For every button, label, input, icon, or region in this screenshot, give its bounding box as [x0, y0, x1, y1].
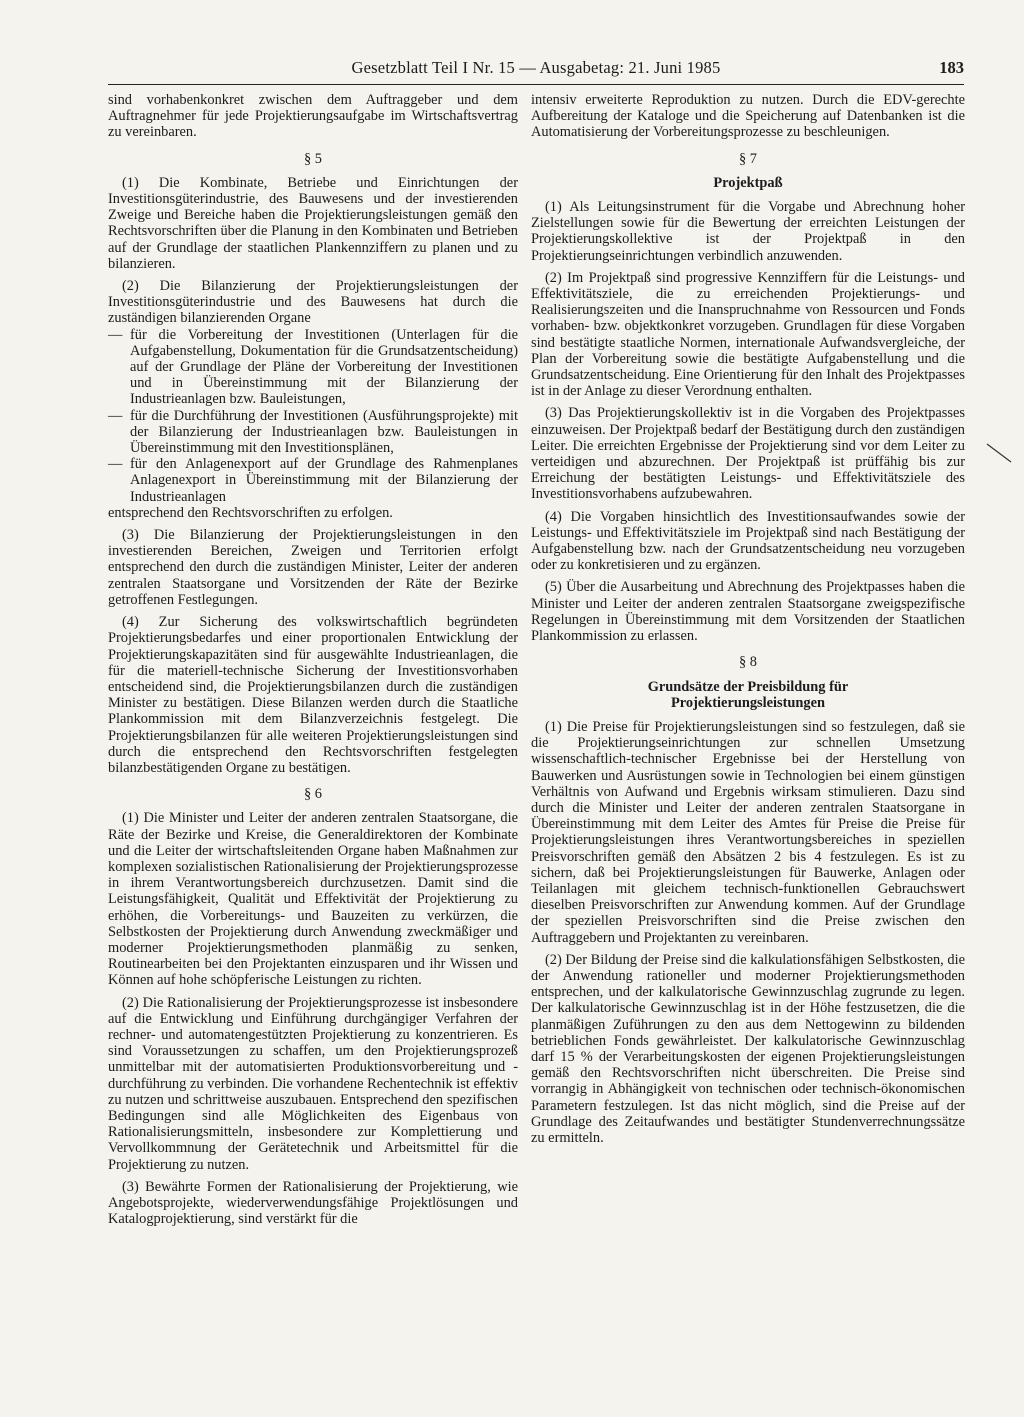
- list-item: — für den Anlagenexport auf der Grundlage des Rahmenplanes Anlagenexport in Übereinstimmung mit der Bilanzierung der Industrieanlagen: [108, 456, 518, 505]
- section-heading: § 5: [304, 150, 322, 167]
- section-title: Projektpaß: [713, 174, 783, 191]
- paragraph: (1) Die Kombinate, Betriebe und Einrichtungen der Investitionsgüterindustrie, des Bauwesens und der investierenden Zweige und Bereiche haben die Projektierungsleistungen gemäß den Rechtsvorschriften über die Planung in den Kombinaten und Betrieben auf der Grundlage der staatlichen Plankennziffern zu planen und zu bilanzieren.: [108, 174, 518, 272]
- page-number: 183: [939, 58, 964, 77]
- gazette-title: Gesetzblatt Teil I Nr. 15 — Ausgabetag: 21. Juni 1985: [351, 58, 721, 77]
- paragraph: intensiv erweiterte Reproduktion zu nutzen. Durch die EDV-gerechte Aufbereitung der Kataloge und die Speicherung auf Datenbanken ist die Automatisierung der Vorbereitungsprozesse zu beschleunigen.: [531, 92, 965, 141]
- paragraph: (1) Die Minister und Leiter der anderen zentralen Staatsorgane, die Räte der Bezirke und Kreise, die Generaldirektoren der Kombinate und die Leiter der wirtschaftsleitenden Organe haben Maßnahmen zur komplexen sozialistischen Rationalisierung der Projektierungsprozesse in ihrem Verantwortungsbereich durchzusetzen. Damit sind die Leistungsfähigkeit, Qualität und Effektivität der Projektierung zu erhöhen, die Vorbereitungs- und Bauzeiten zu verkürzen, die Selbstkosten der Projektierung durch Anwendung zweckmäßiger und moderner Projektierungsmethoden planmäßig zu senken, Routinearbeiten bei den Projektanten einzusparen und ihr Wissen und Können auf hohe schöpferische Leistungen zu richten.: [108, 810, 518, 989]
- list-item: — für die Vorbereitung der Investitionen (Unterlagen für die Aufgabenstellung, Dokumentation für die Grundsatzentscheidung) auf der Grundlage der Pläne der Vorbereitung der Investitionen und in Übereinstimmung mit der Bilanzierung der Industrieanlagen bzw. Bauleistungen,: [108, 326, 518, 408]
- paragraph: sind vorhabenkonkret zwischen dem Auftraggeber und dem Auftragnehmer für jede Projektierungsaufgabe im Wirtschaftsvertrag zu vereinbaren.: [108, 92, 518, 141]
- section-heading: § 6: [304, 786, 322, 803]
- paragraph: (2) Der Bildung der Preise sind die kalkulationsfähigen Selbstkosten, die der Anwendung rationeller und moderner Projektierungsmethoden entsprechen, und der kalkulatorische Gewinnzuschlag zugrunde zu legen. Der kalkulatorische Gewinnzuschlag ist in der Höhe festzusetzen, die die planmäßigen Zuführungen zu den aus dem Nettogewinn zu bildenden betrieblichen Fonds gewährleistet. Der kalkulatorische Gewinnzuschlag darf 15 % der Verarbeitungskosten der eigenen Projektierungsleistungen gemäß den Rechtsvorschriften nicht überschreiten. Die Preise sind vorrangig in Abhängigkeit von technischen oder technisch-ökonomischen Parametern festzulegen. Ist das nicht möglich, sind die Preise auf der Grundlage des Zeitaufwandes und bestätigter Stundenverrechnungssätze zu ermitteln.: [531, 951, 965, 1146]
- section-title-line: Grundsätze der Preisbildung für: [647, 678, 849, 695]
- paragraph: (1) Als Leitungsinstrument für die Vorgabe und Abrechnung hoher Zielstellungen sowie für die Bewertung der erreichten Leistungen der Projektierungskollektive ist der Projektpaß in den Projektierungseinrichtungen verbindlich anzuwenden.: [531, 199, 965, 264]
- paragraph: (2) Die Rationalisierung der Projektierungsprozesse ist insbesondere auf die Entwicklung und Einführung durchgängiger Verfahren der rechner- und automatengestützten Projektierung zu konzentrieren. Es sind Voraussetzungen zu schaffen, um den Projektierungsprozeß unmittelbar mit der automatisierten Produktionsvorbereitung und -durchführung zu verbinden. Die vorhandene Rechentechnik ist effektiv zu nutzen und schrittweise auszubauen. Entsprechend den spezifischen Bedingungen sind alle Möglichkeiten des Eigenbaus von Rationalisierungsmitteln, insbesondere zur Komplettierung und Vervollkommnung der Gerätetechnik und Arbeitsmittel für die Projektierung zu nutzen.: [108, 994, 518, 1173]
- paragraph: (2) Die Bilanzierung der Projektierungsleistungen der Investitionsgüterindustrie und des Bauwesens hat durch die zuständigen bilanzierenden Organe: [108, 278, 518, 327]
- paragraph: entsprechend den Rechtsvorschriften zu erfolgen.: [108, 504, 393, 521]
- paragraph: (3) Die Bilanzierung der Projektierungsleistungen in den investierenden Bereichen, Zweigen und Territorien erfolgt entsprechend den durch die zuständigen Minister, Leiter der anderen zentralen Staatsorgane und Vorsitzenden der Räte der Bezirke getroffenen Festlegungen.: [108, 527, 518, 608]
- left-column: [108, 92, 518, 1233]
- dash-list: [108, 327, 518, 505]
- list-item: — für die Durchführung der Investitionen (Ausführungsprojekte) mit der Bilanzierung der Industrieanlagen bzw. Bauleistungen in Übereinstimmung mit den Investitionsplänen,: [108, 407, 518, 457]
- paragraph: (3) Das Projektierungskollektiv ist in die Vorgaben des Projektpasses einzuweisen. Der Projektpaß bedarf der Bestätigung durch den zuständigen Leiter. Die erreichten Ergebnisse der Projektierung sind vor dem Leiter zu verteidigen und abzurechnen. Der Projektpaß ist prüffähig bis zur Erreichung der bestätigten Leistungs- und Effektivitätsziele des Investitionsvorhabens aufzubewahren.: [531, 405, 965, 503]
- paragraph: (2) Im Projektpaß sind progressive Kennziffern für die Leistungs- und Effektivitätsziele, die zu erreichenden Projektierungs- und Realisierungszeiten und die Inanspruchnahme von Ressourcen und Fonds vorhaben- bzw. objektkonkret vorzugeben. Grundlagen für diese Vorgaben sind bestätigte staatliche Normen, internationale Aufwandsvergleiche, der Plan der Vorbereitung sowie die bestätigte Aufgabenstellung und die Grundsatzentscheidung. Eine Orientierung für den Inhalt des Projektpasses ist in der Anlage zu dieser Verordnung enthalten.: [531, 269, 965, 400]
- paragraph: (4) Die Vorgaben hinsichtlich des Investitionsaufwandes sowie der Leistungs- und Effektivitätsziele im Projektpaß sind nach Bestätigung der Aufgabenstellung bzw. nach der Grundsatzentscheidung neu vorzugeben oder zu konkretisieren und zu ergänzen.: [531, 508, 965, 574]
- paragraph: (3) Bewährte Formen der Rationalisierung der Projektierung, wie Angebotsprojekte, wiederverwendungsfähige Projektlösungen und Katalogprojektierung, sind verstärkt für die: [108, 1178, 518, 1228]
- paragraph: (5) Über die Ausarbeitung und Abrechnung des Projektpasses haben die Minister und Leiter der anderen zentralen Staatsorgane zweigspezifische Regelungen in Übereinstimmung mit dem Vorsitzenden der Staatlichen Plankommission zu erlassen.: [531, 579, 965, 645]
- paragraph: (4) Zur Sicherung des volkswirtschaftlich begründeten Projektierungsbedarfes und einer proportionalen Entwicklung der Projektierungskapazitäten sind für ausgewählte Industrieanlagen, die für die materiell-technische Sicherung der Investitionsvorhaben entscheidend sind, die Projektierungsbilanzen durch die zuständigen Minister zu bestätigen. Diese Bilanzen werden durch die Staatliche Plankommission mit dem Bilanzverzeichnis festgelegt. Die Projektierungsbilanzen für alle weiteren Projektierungsleistungen sind durch die entsprechend den Rechtsvorschriften festgelegten bilanzbestätigenden Organe zu bestätigen.: [108, 614, 518, 776]
- section-title-line: Projektierungsleistungen: [670, 694, 826, 711]
- right-column: [531, 92, 965, 1152]
- paragraph: (1) Die Preise für Projektierungsleistungen sind so festzulegen, daß sie die Projektierungseinrichtungen zur schnellen Umsetzung wissenschaftlich-technischer Ergebnisse bei der Herstellung von Bauwerken und Ausrüstungen sowie in Technologien bei einem günstigen Verhältnis von Aufwand und Ergebnis wirksam stimulieren. Dazu sind durch die Minister und Leiter der anderen zentralen Staatsorgane in Übereinstimmung mit dem Leiter des Amtes für Preise die Preise für Projektierungsleistungen ihres Verantwortungsbereiches in speziellen Preisvorschriften gemäß den Absätzen 2 bis 4 festzulegen. Es ist zu sichern, daß bei Projektierungsleistungen für Bauwerke, Anlagen oder Teilanlagen mit gleichem technisch-funktionellen Gebrauchswert dieselben Preisvorschriften zur Anwendung kommen. Auf der Grundlage der speziellen Preisvorschriften sind die Preise zwischen den Auftraggebern und Projektanten zu vereinbaren.: [531, 718, 965, 946]
- page-header: [108, 58, 964, 84]
- section-heading: § 8: [739, 654, 757, 671]
- margin-pen-mark: [985, 442, 1024, 464]
- section-heading: § 7: [739, 150, 757, 167]
- header-rule: [108, 84, 964, 85]
- section-title: [531, 679, 965, 711]
